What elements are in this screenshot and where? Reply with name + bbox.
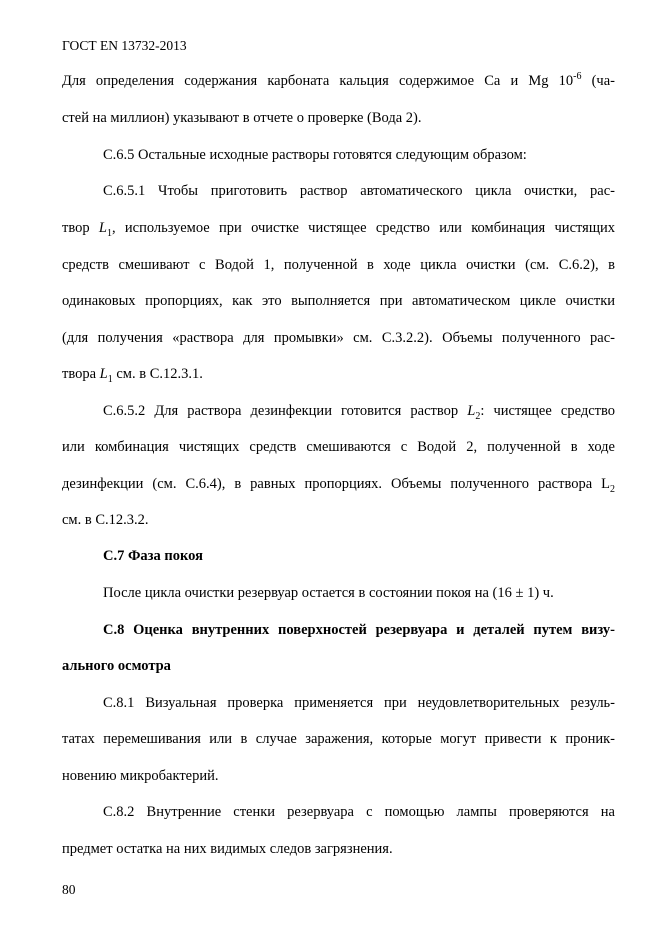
page-number: 80 xyxy=(62,882,76,897)
paragraph-line: стей на миллион) указывают в отчете о проверке (Вода 2). xyxy=(62,110,422,126)
paragraph-line: (для получения «раствора для промывки» см. С.3.2.2). Объемы полученного рас- xyxy=(62,330,615,346)
paragraph-line: одинаковых пропорциях, как это выполняется при автоматическом цикле очистки xyxy=(62,293,615,309)
paragraph-line: новению микробактерий. xyxy=(62,768,219,784)
section-title-c8-cont: ального осмотра xyxy=(62,658,171,674)
paragraph-line: твора $L_1$ см. в С.12.3.1. xyxy=(62,366,203,385)
paragraph-line: С.6.5.1 Чтобы приготовить раствор автоматического цикла очистки, рас- xyxy=(103,183,615,199)
paragraph-line: С.8.1 Визуальная проверка применяется при неудовлетворительных резуль- xyxy=(103,695,615,711)
paragraph-line: С.6.5.2 Для раствора дезинфекции готовится раствор $L_2$: чистящее средство xyxy=(103,403,615,422)
paragraph-line: татах перемешивания или в случае заражения, которые могут привести к проник- xyxy=(62,731,615,747)
paragraph-line: или комбинация чистящих средств смешиваются с Водой 2, полученной в ходе xyxy=(62,439,615,455)
paragraph-line: предмет остатка на них видимых следов загрязнения. xyxy=(62,841,393,857)
paragraph-line: средств смешивают с Водой 1, полученной в ходе цикла очистки (см. С.6.2), в xyxy=(62,257,615,273)
paragraph-line: Для определения содержания карбоната кальция содержимое Ca и Mg $10^{-6}$ (ча- xyxy=(62,71,615,89)
paragraph-line: твор $L_1$, используемое при очистке чистящее средство или комбинация чистящих xyxy=(62,220,615,239)
document-header: ГОСТ EN 13732-2013 xyxy=(62,38,187,53)
section-title-c7: С.7 Фаза покоя xyxy=(103,548,203,564)
paragraph-line: С.8.2 Внутренние стенки резервуара с помощью лампы проверяются на xyxy=(103,804,615,820)
paragraph-line: дезинфекции (см. С.6.4), в равных пропорциях. Объемы полученного раствора $L_2$ xyxy=(62,476,615,495)
paragraph-line: см. в С.12.3.2. xyxy=(62,512,149,528)
paragraph-line: После цикла очистки резервуар остается в состоянии покоя на (16 ± 1) ч. xyxy=(103,585,554,601)
section-title-c8: С.8 Оценка внутренних поверхностей резервуара и деталей путем визу- xyxy=(103,622,615,638)
section-c65: С.6.5 Остальные исходные растворы готовятся следующим образом: xyxy=(103,147,527,163)
